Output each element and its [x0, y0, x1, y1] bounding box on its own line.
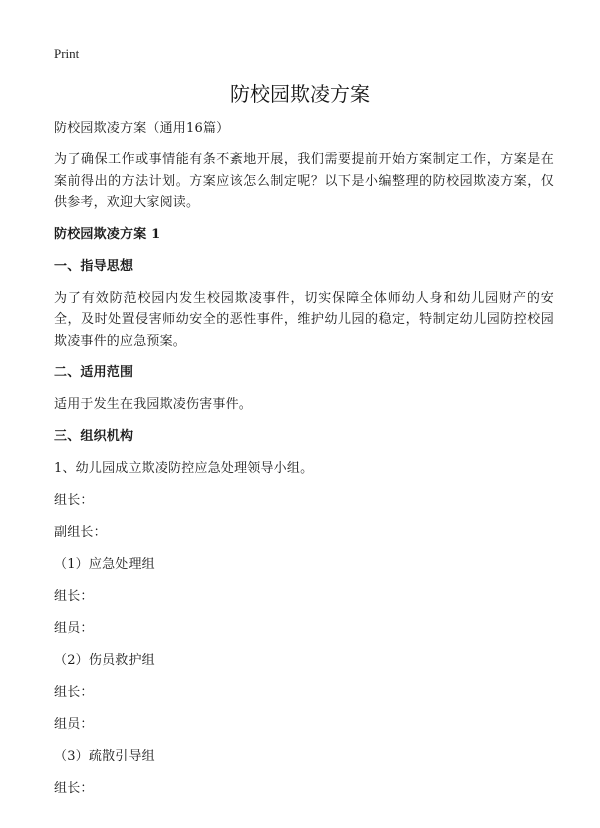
group-evacuation-leader: 组长： — [54, 781, 94, 796]
leader-line: 组长： — [54, 493, 94, 508]
heading-organization: 三、组织机构 — [54, 429, 134, 444]
group-emergency-leader: 组长： — [54, 589, 94, 604]
group-evacuation: （3）疏散引导组 — [54, 749, 155, 764]
document-body — [54, 118, 554, 810]
heading-guiding-thought: 一、指导思想 — [54, 258, 134, 274]
group-emergency-member: 组员： — [54, 621, 94, 636]
organization-paragraph: 1、幼儿园成立欺凌防控应急处理领导小组。 — [54, 461, 314, 476]
group-emergency: （1）应急处理组 — [54, 557, 155, 572]
vice-leader-line: 副组长： — [54, 525, 107, 540]
section-title: 防校园欺凌方案 1 — [54, 226, 161, 242]
group-rescue: （2）伤员救护组 — [54, 653, 155, 668]
heading-scope: 二、适用范围 — [54, 365, 134, 380]
scope-paragraph: 适用于发生在我园欺凌伤害事件。 — [54, 397, 253, 412]
group-rescue-member: 组员： — [54, 717, 94, 732]
page-title: 防校园欺凌方案 — [230, 82, 370, 106]
guiding-thought-paragraph: 为了有效防范校园内发生校园欺凌事件，切实保障全体师幼人身和幼儿园财产的安全，及时处置侵害师幼安全的恶性事件，维护幼儿园的稳定，特制定幼儿园防控校园欺凌事件的应急预案。 — [54, 290, 554, 349]
print-link[interactable]: Print — [54, 46, 80, 61]
document-subtitle: 防校园欺凌方案（通用16篇） — [54, 121, 230, 136]
intro-paragraph: 为了确保工作或事情能有条不紊地开展，我们需要提前开始方案制定工作，方案是在案前得出的方法计划。方案应该怎么制定呢？以下是小编整理的防校园欺凌方案，仅供参考，欢迎大家阅读。 — [54, 152, 554, 210]
group-rescue-leader: 组长： — [54, 685, 94, 700]
